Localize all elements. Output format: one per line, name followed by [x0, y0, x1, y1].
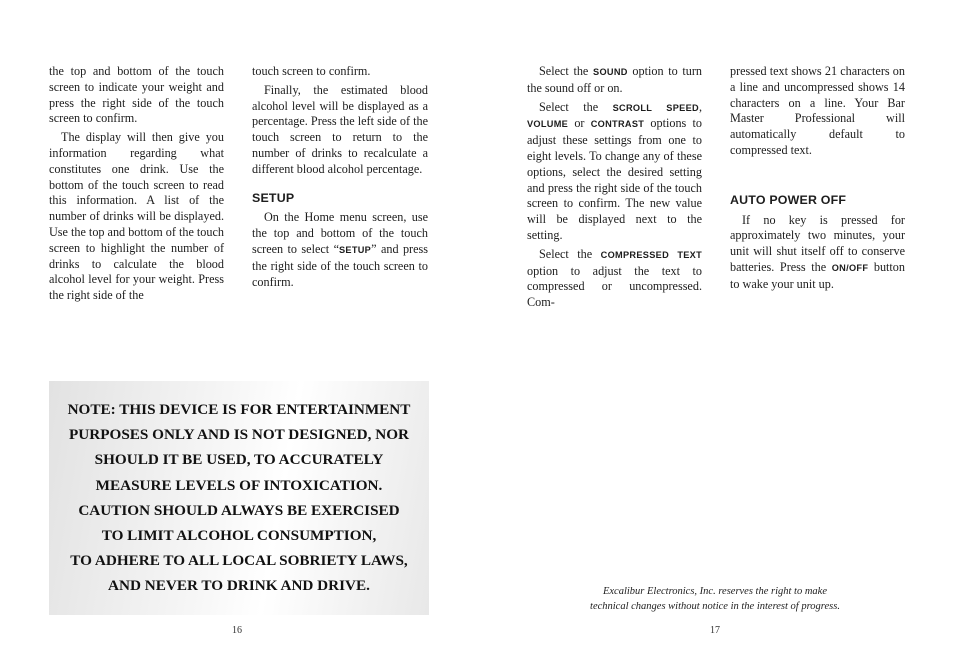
button-term-on-off: ON/OFF	[831, 262, 869, 273]
text-run: Select the	[539, 246, 601, 261]
menu-term-scroll-speed: SCROLL SPEED	[612, 102, 699, 113]
warning-notice-text	[49, 397, 429, 599]
menu-term-sound: SOUND	[593, 67, 628, 77]
column-page16-left	[49, 64, 224, 304]
paragraph	[527, 100, 702, 244]
notice-line: AND NEVER TO DRINK AND DRIVE.	[108, 577, 370, 595]
paragraph: the top and bottom of the touch screen to indicate your weight and press the right side of the touch screen to confirm.	[49, 64, 224, 126]
page-number-17: 17	[710, 625, 720, 636]
column-page16-right	[252, 64, 428, 290]
paragraph: The display will then give you information regarding what constitutes one drink. Use the bottom of the touch screen to read this information. A list of the number of drinks will be displayed. Use the top and bottom of the touch screen to highlight the number of drinks to calculate the blood alcohol level for your weight. Press the right side of the	[49, 130, 224, 303]
notice-line: MEASURE LEVELS OF INTOXICATION.	[95, 476, 383, 494]
text-run: ,	[698, 99, 703, 114]
page-number-16: 16	[232, 625, 242, 636]
text-run: If no key is pressed for approximately two minutes, your unit will shut itself off to conserve batteries. Press the	[730, 212, 905, 274]
warning-notice-box	[49, 381, 429, 615]
paragraph	[527, 64, 702, 97]
text-run: option to adjust the text to compressed or uncompressed. Com-	[527, 263, 702, 310]
section-heading-setup: SETUP	[252, 190, 295, 205]
paragraph: touch screen to confirm.	[252, 64, 371, 78]
text-run: or	[568, 116, 591, 131]
menu-term-contrast: CONTRAST	[590, 119, 645, 130]
text-run: button to wake your unit up.	[730, 259, 905, 291]
paragraph: pressed text shows 21 characters on a line and uncompressed shows 14 characters on a line. Your Bar Master Professional will automatically default to compressed text.	[730, 64, 905, 157]
column-page17-right	[730, 64, 905, 293]
notice-line: TO LIMIT ALCOHOL CONSUMPTION,	[101, 527, 377, 545]
footer-disclaimer	[560, 584, 870, 614]
footer-line: technical changes without notice in the interest of progress.	[590, 601, 840, 612]
menu-term-volume: VOLUME	[527, 119, 569, 130]
column-page17-left	[527, 64, 702, 311]
text-run: Select the	[539, 99, 613, 114]
menu-term-compressed-text: COMPRESSED TEXT	[600, 249, 702, 260]
menu-term-setup: SETUP	[338, 244, 372, 255]
notice-line: SHOULD IT BE USED, TO ACCURATELY	[94, 451, 384, 469]
text-run: ” and press the right side of the touch screen to confirm.	[252, 241, 428, 289]
notice-line: PURPOSES ONLY AND IS NOT DESIGNED, NOR	[69, 426, 409, 444]
section-heading-auto-power-off: AUTO POWER OFF	[730, 192, 847, 207]
paragraph: Finally, the estimated blood alcohol level will be displayed as a percentage. Press the left side of the touch screen to return to the number of drinks to recalculate a different blood alcohol percentage.	[252, 82, 428, 176]
text-run: On the Home menu screen, use the top and bottom of the touch screen to select “	[252, 210, 428, 256]
paragraph	[252, 210, 428, 290]
notice-line: TO ADHERE TO ALL LOCAL SOBRIETY LAWS,	[70, 552, 408, 570]
text-run: option to turn the sound off or on.	[527, 64, 703, 95]
text-run: options to adjust these settings from one to eight levels. To change any of these options, select the desired setting and press the right side of the touch screen to confirm. The new value will be displayed next to the setting.	[527, 116, 702, 242]
paragraph	[730, 213, 905, 293]
footer-line: Excalibur Electronics, Inc. reserves the right to make	[602, 586, 828, 597]
notice-line: NOTE: THIS DEVICE IS FOR ENTERTAINMENT	[67, 401, 411, 418]
text-run: Select the	[539, 64, 594, 78]
paragraph	[527, 247, 702, 311]
notice-line: CAUTION SHOULD ALWAYS BE EXERCISED	[78, 501, 400, 519]
